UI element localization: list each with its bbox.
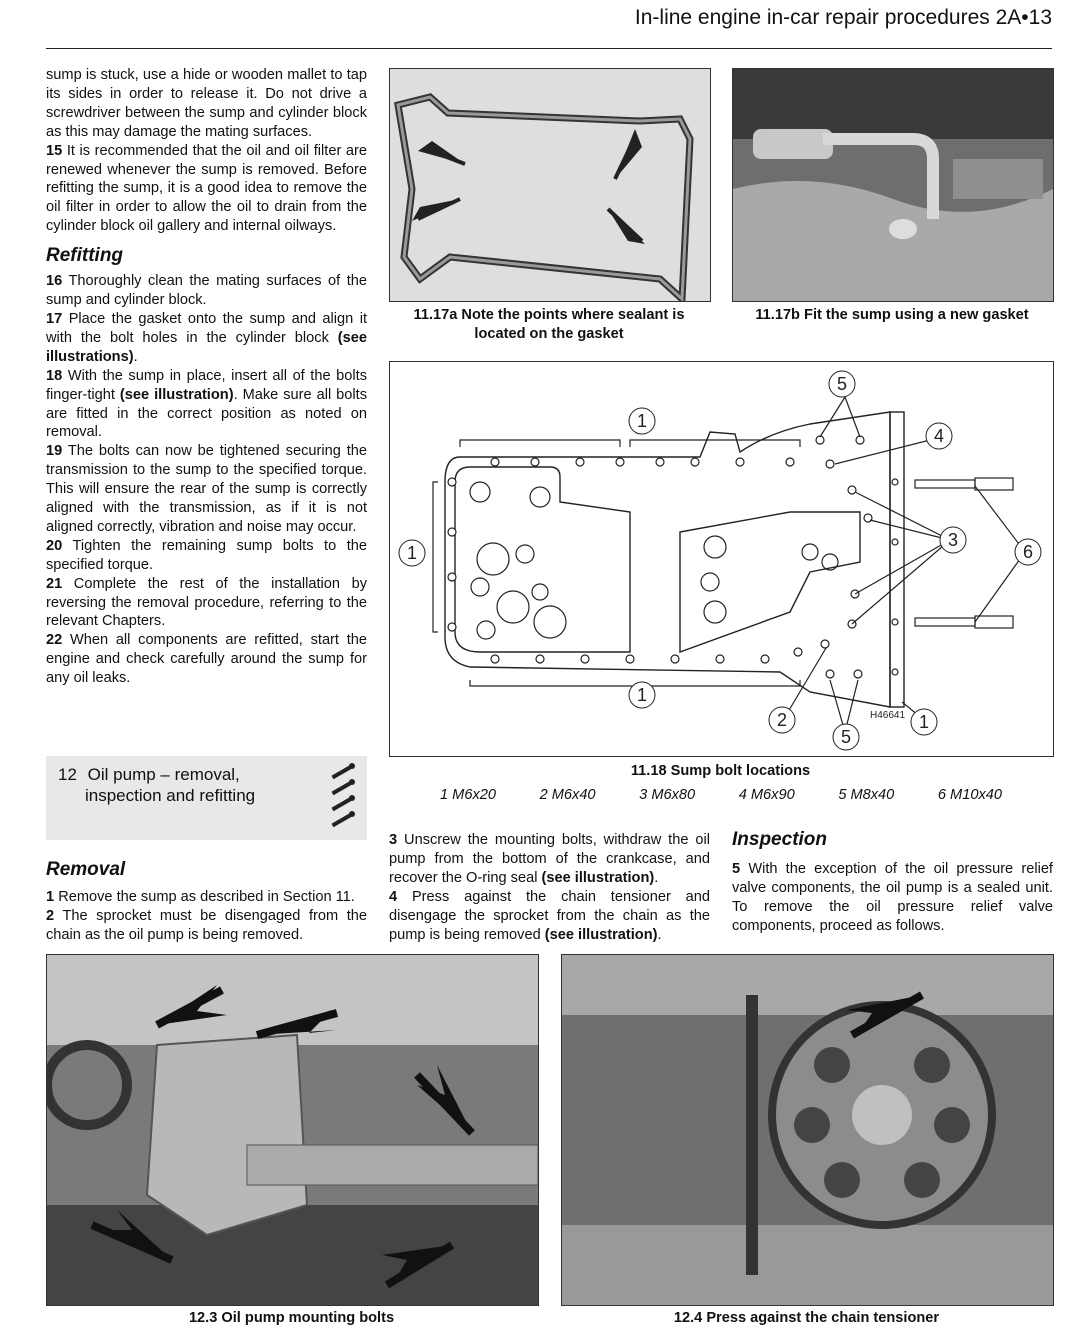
paragraph-21: [46, 575, 367, 632]
step-text: Place the gasket onto the sump and align it with the bolt holes in the cylinder block: [46, 310, 367, 346]
step-text: When all components are refitted, start the engine and check carefully around the sump for any oil leaks.: [46, 632, 367, 687]
caption-11-17a: [389, 306, 709, 344]
section-title: Oil pump: [87, 765, 156, 784]
illustration-ref: (see illustration): [119, 386, 234, 403]
legend-item: 6 M10x40: [937, 787, 1002, 803]
step-number: 21: [46, 575, 63, 592]
illustration-ref: (see illustration): [541, 869, 655, 886]
step-number: 3: [389, 832, 398, 848]
header-rule: [46, 48, 1052, 49]
step-text: Complete the rest of the installation by reversing the removal procedure, referring to the relevant Chapters.: [46, 575, 367, 630]
callout-1-left: 1: [406, 543, 418, 563]
section-number: 12: [58, 765, 77, 784]
paragraph-3: [389, 831, 710, 888]
callout-3: 3: [947, 530, 959, 550]
section-heading: [58, 764, 318, 806]
sump-photo-illustration: [733, 69, 1053, 301]
removal-block: [46, 858, 367, 945]
step-text: Tighten the remaining sump bolts to the specified torque.: [46, 537, 367, 573]
step-number: 19: [46, 443, 63, 460]
paragraph-intro: sump is stuck, use a hide or wooden mallet to tap its sides in order to release it. Do not drive a screwdriver between the sump and cylinder block as this may damage the mating surfaces.: [46, 67, 367, 140]
paragraph-r2: [46, 907, 367, 945]
left-column: [46, 66, 367, 688]
step-text: Unscrew the mounting bolts, withdraw the oil pump from the bottom of the crankcase, and recover the O-ring seal: [389, 832, 710, 886]
caption-line-1: 11.17a Note the points where sealant is: [413, 307, 685, 323]
photo-oil-pump: [46, 954, 539, 1306]
difficulty-spanner-icon: [327, 762, 357, 834]
photo-chain-tensioner: [561, 954, 1054, 1306]
step-number: 5: [732, 861, 741, 877]
step-text: With the sump in place, insert all of the bolts finger-tight: [46, 367, 367, 403]
caption-11-18: 11.18 Sump bolt locations: [630, 763, 811, 779]
step-number: 17: [46, 310, 63, 327]
step-number: 15: [46, 142, 63, 159]
photo-gasket: [389, 68, 711, 302]
legend-item: 2 M6x40: [539, 787, 596, 803]
paragraph-4: [389, 888, 710, 945]
step-number: 16: [46, 273, 63, 290]
sump-diagram-svg: [390, 362, 1053, 756]
gasket-illustration: [390, 69, 710, 301]
step-text: It is recommended that the oil and oil filter are renewed whenever the sump is removed. Before refitting the sump, it is a good idea to remove the oil filter in order to allow the oil to drain from the cylinder block oil gallery and internal oilways.: [46, 142, 367, 235]
oil-pump-photo-illustration: [47, 955, 538, 1305]
bolt-legend: [440, 787, 1002, 803]
punct: .: [654, 869, 659, 886]
step-number: 4: [389, 888, 398, 905]
callout-1-bottom: 1: [636, 685, 648, 705]
paragraph-15: [46, 142, 367, 237]
punct: .: [133, 348, 138, 365]
section-title-line2: inspection and refitting: [85, 786, 256, 805]
step-text: The bolts can now be tightened securing the transmission to the sump to the specified torque. This will ensure the rear of the sump is correctly aligned with the transmission, as if it is not aligned correctly, vibration and noise may occur.: [46, 443, 368, 535]
step-text: Remove the sump as described in Section 11.: [58, 889, 355, 905]
section-title-rest: – removal,: [155, 765, 240, 784]
step-text-cont: . Make sure all bolts are fitted in the correct position as noted on removal.: [46, 386, 367, 441]
illustration-ref: (see illustrations): [46, 329, 367, 365]
illustration-ref: (see illustration): [544, 926, 658, 943]
heading-inspection: Inspection: [732, 829, 828, 850]
right-column: [732, 828, 1053, 936]
middle-column: [389, 831, 710, 944]
step-number: 22: [46, 632, 63, 649]
callout-1-right: 1: [918, 712, 930, 732]
step-text: Thoroughly clean the mating surfaces of the sump and cylinder block.: [46, 273, 367, 309]
legend-item: 1 M6x20: [440, 787, 496, 803]
callout-6: 6: [1022, 542, 1034, 562]
callout-5-bottom: 5: [840, 727, 852, 747]
paragraph-18: [46, 367, 367, 443]
paragraph-r1: [46, 888, 367, 907]
caption-line-2: located on the gasket: [474, 325, 624, 342]
callout-1-top: 1: [636, 411, 648, 431]
paragraph-22: [46, 631, 367, 688]
caption-12-4: 12.4 Press against the chain tensioner: [673, 1310, 940, 1326]
legend-item: 3 M6x80: [639, 787, 696, 803]
paragraph-17: [46, 310, 367, 367]
step-text: With the exception of the oil pressure relief valve components, the oil pump is a sealed unit. To remove the oil pressure relief valve components, proceed as follows.: [732, 861, 1053, 934]
punct: .: [657, 926, 662, 943]
diagram-code: H46641: [870, 710, 906, 721]
callout-5-top: 5: [836, 374, 848, 394]
paragraph-20: [46, 537, 367, 575]
section-heading-box: [46, 756, 367, 840]
step-number: 2: [46, 907, 55, 924]
paragraph-16: [46, 272, 367, 310]
diagram-callouts: [399, 371, 1041, 750]
running-head: In-line engine in-car repair procedures 2A•13: [634, 6, 1052, 29]
legend-item: 4 M6x90: [738, 787, 795, 803]
callout-2: 2: [776, 710, 788, 730]
caption-12-3: 12.3 Oil pump mounting bolts: [188, 1310, 395, 1326]
step-text: Press against the chain tensioner and disengage the sprocket from the chain as the pump is being removed: [389, 888, 710, 943]
callout-4: 4: [933, 426, 945, 446]
paragraph-19: [46, 442, 367, 537]
step-text: The sprocket must be disengaged from the chain as the oil pump is being removed.: [46, 907, 367, 943]
heading-refitting: Refitting: [46, 245, 124, 267]
caption-11-17b: 11.17b Fit the sump using a new gasket: [755, 307, 1029, 323]
heading-removal: Removal: [46, 859, 126, 880]
sump-bolt-diagram: [389, 361, 1054, 757]
step-number: 1: [46, 889, 55, 905]
legend-item: 5 M8x40: [838, 787, 895, 803]
page-header: [0, 0, 1080, 52]
photo-sump: [732, 68, 1054, 302]
step-number: 18: [46, 367, 63, 384]
paragraph-5: [732, 860, 1053, 936]
step-number: 20: [46, 537, 63, 554]
chain-tensioner-photo-illustration: [562, 955, 1053, 1305]
